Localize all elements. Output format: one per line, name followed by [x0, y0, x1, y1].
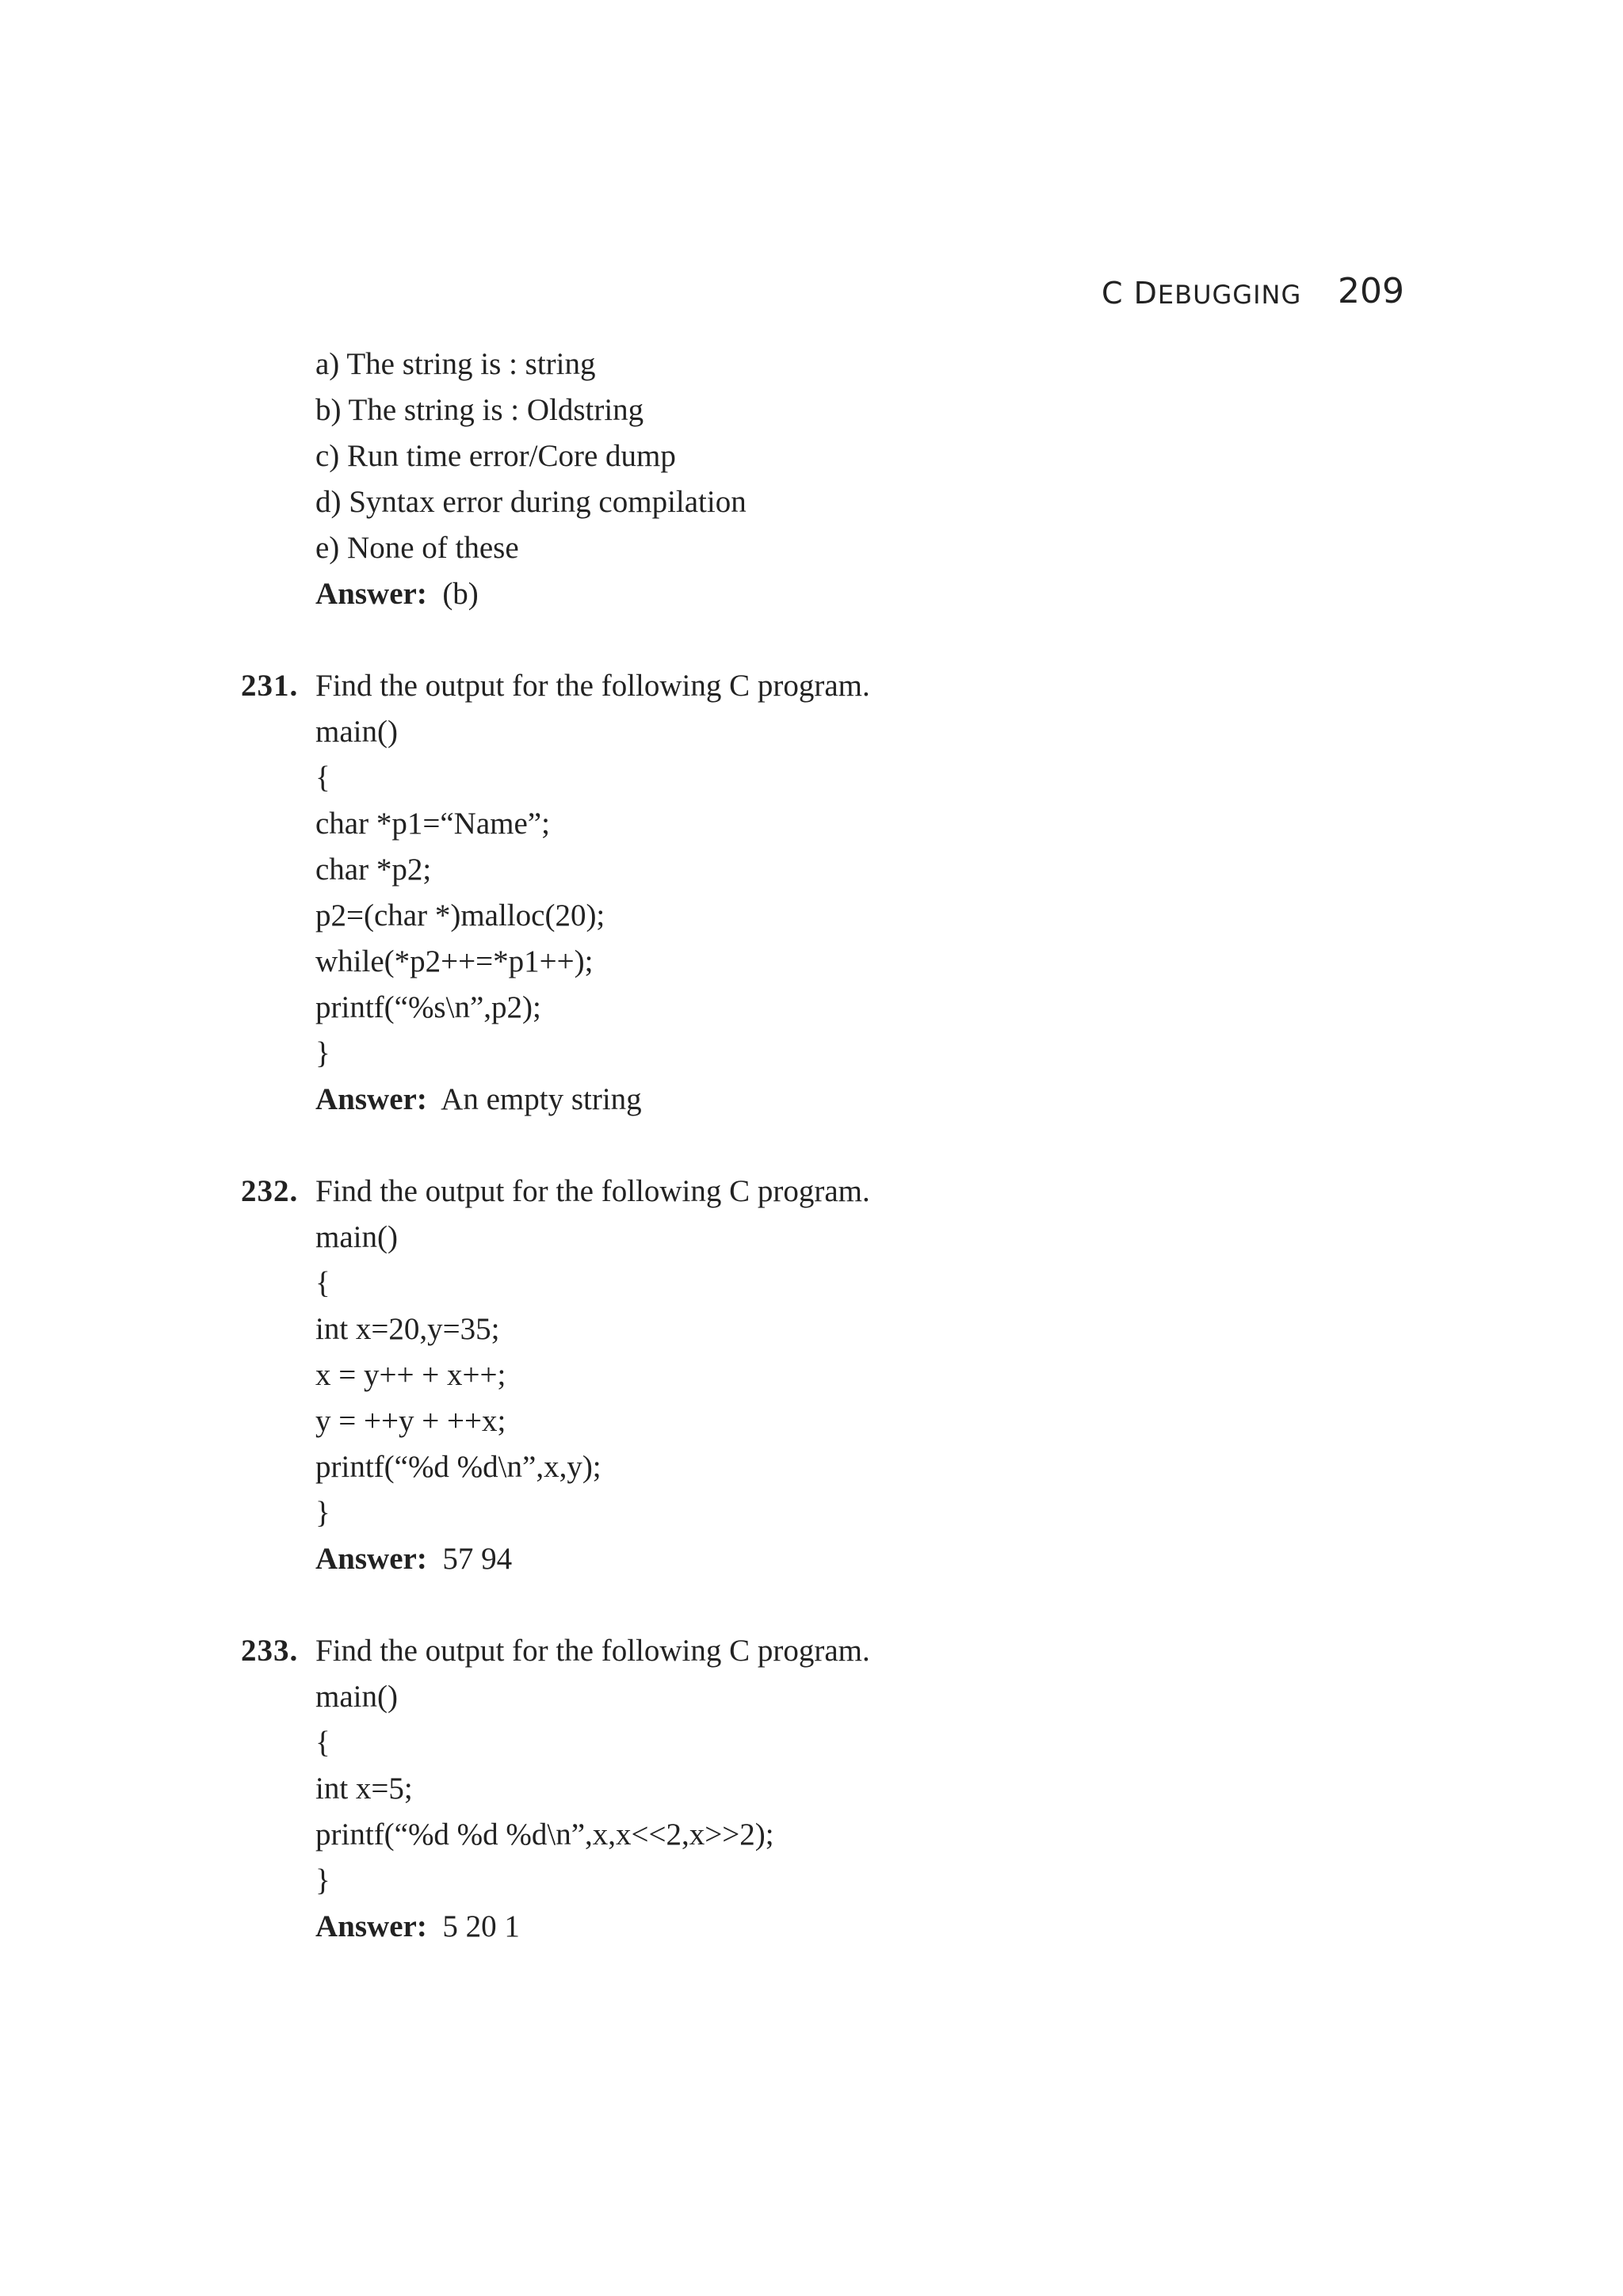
question-prompt: Find the output for the following C program.: [315, 1634, 870, 1668]
section-title-d: D: [1133, 276, 1158, 311]
answer-label: Answer:: [315, 1909, 427, 1943]
code-line: {: [315, 1726, 330, 1760]
code-line: }: [315, 1496, 330, 1530]
section-title-rest: EBUGGING: [1157, 280, 1302, 310]
code-line: main(): [315, 715, 398, 749]
answer-value: (b): [442, 577, 479, 611]
section-title: [1102, 276, 1301, 311]
answer-label: Answer:: [315, 577, 427, 611]
code-line: printf(“%s\n”,p2);: [315, 990, 541, 1024]
question-prompt: Find the output for the following C program.: [315, 669, 870, 703]
code-line: main(): [315, 1680, 398, 1714]
code-line: while(*p2++=*p1++);: [315, 944, 594, 978]
code-line: printf(“%d %d %d\n”,x,x<<2,x>>2);: [315, 1817, 774, 1852]
option-e: e) None of these: [315, 531, 519, 565]
running-header: [1102, 269, 1403, 325]
answer-label: Answer:: [315, 1082, 427, 1116]
question-number: 232.: [241, 1174, 299, 1208]
code-line: int x=5;: [315, 1772, 413, 1806]
code-line: int x=20,y=35;: [315, 1312, 500, 1346]
answer-value: 57 94: [442, 1542, 513, 1576]
code-line: {: [315, 761, 330, 795]
answer-value: 5 20 1: [442, 1909, 520, 1943]
option-a: a) The string is : string: [315, 347, 596, 381]
code-line: y = ++y + ++x;: [315, 1404, 506, 1438]
question-number: 231.: [241, 669, 299, 703]
code-line: x = y++ + x++;: [315, 1358, 506, 1392]
code-line: p2=(char *)malloc(20);: [315, 898, 605, 933]
code-line: }: [315, 1036, 330, 1070]
question-prompt: Find the output for the following C program.: [315, 1174, 870, 1208]
section-title-c: C: [1102, 276, 1124, 311]
code-line: printf(“%d %d\n”,x,y);: [315, 1450, 601, 1484]
code-line: char *p2;: [315, 852, 432, 887]
answer: [315, 1540, 512, 1578]
answer: [315, 575, 479, 613]
answer-value: An empty string: [441, 1082, 642, 1116]
option-b: b) The string is : Oldstring: [315, 393, 644, 427]
option-d: d) Syntax error during compilation: [315, 485, 747, 519]
option-c: c) Run time error/Core dump: [315, 439, 676, 473]
question-number: 233.: [241, 1634, 299, 1668]
answer: [315, 1081, 642, 1119]
code-line: {: [315, 1266, 330, 1300]
code-line: char *p1=“Name”;: [315, 807, 550, 841]
page-number: 209: [1338, 271, 1404, 311]
answer: [315, 1908, 520, 1946]
answer-label: Answer:: [315, 1542, 427, 1576]
code-line: main(): [315, 1220, 398, 1254]
code-line: }: [315, 1863, 330, 1897]
